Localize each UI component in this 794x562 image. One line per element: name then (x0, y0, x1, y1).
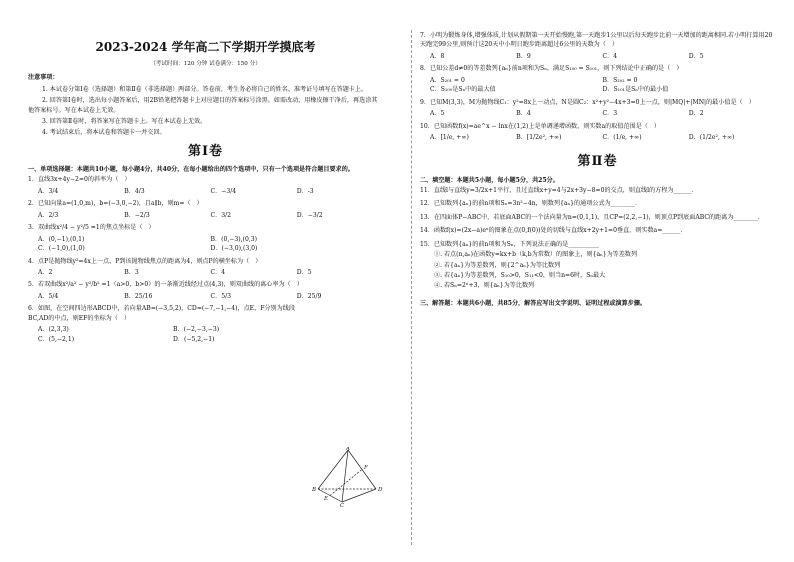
segment-ef (330, 470, 362, 496)
options-row (430, 109, 775, 118)
note-item: 4. 考试结束后，将本试卷和答题卡一并交回。 (42, 129, 166, 137)
fill-in-instructions: 二、填空题：本题共5小题，每小题5分，共25分。 (420, 176, 559, 184)
option-a: A．(0,−1),(0,1) (38, 235, 85, 243)
option-b: B．[1/2e², +∞) (516, 133, 562, 141)
edge-ad (348, 450, 376, 489)
option-d: D．(−3,0),(3,0) (210, 245, 258, 253)
option-b: B．25/16 (124, 292, 153, 300)
note-item: 1. 本试卷分第Ⅰ卷（选择题）和第Ⅱ卷（非选择题）两部分。答卷前，考生务必将自己的姓名、准考证号填写在答题卡上。 (42, 85, 368, 93)
option-a: A．[1/e, +∞) (430, 133, 469, 141)
question-stem: 1．直线3x+4y−2=0的斜率为（ ） (28, 176, 131, 184)
column-divider (411, 30, 412, 545)
options-row (430, 76, 775, 95)
option-c: C．(−1,0),(1,0) (38, 245, 85, 253)
option-c: C．4 (210, 268, 226, 276)
question-3 (28, 223, 383, 253)
label-d: D (378, 487, 383, 493)
option-a: A．5 (430, 110, 445, 118)
label-e: E (324, 496, 329, 502)
option-b: B．4 (516, 110, 531, 118)
question-stem: 7．小明为锻炼身体,增强体质,计划从假期第一天开始慢跑,第一天跑步1公里以后每天跑步比前一天增加的距离相同.若小明打算用20天跑完99公里,则预计这20天中小明日跑步距离超过6公里的天数为（ ） (420, 32, 773, 49)
option-b: B．9 (516, 52, 531, 60)
question-stem: 8．已知公差d≠0的等差数列{aₙ}前n项和为Sₙ，满足S₁₀₀ = S₁₀₁，则下列结论中正确的是（ ） (420, 65, 683, 73)
part1-instructions: 一、单项选择题：本题共10小题，每小题4分，共40分，在每小题给出的四个选项中，只有一个选项是符合题目要求的。 (28, 166, 354, 174)
question-15: 15．已知数列{aₙ}的前n项和为Sₙ，下列说法正确的是__________ (420, 240, 599, 248)
question-stem: 3．双曲线x²/4 − y²/5 =1的焦点坐标是（ ） (28, 224, 155, 232)
question-11: 11．直线l与直线y=3/2x+1平行，且过直线x+y=4与2x+3y−8=0的交点，则直线l的方程为______． (420, 186, 698, 194)
question-2 (28, 199, 383, 220)
notes-heading: 注意事项： (28, 74, 59, 82)
question-12: 12．已知数列{aₙ}的前n项和Sₙ=3n²−4n，则数列{aₙ}的通项公式为________． (420, 200, 642, 208)
part1-title: 第Ⅰ卷 (187, 143, 224, 159)
question-stem: 4．点P是抛物线y²=4x上一点，P到该抛物线焦点的距离为4，则点P的横坐标为（ ） (28, 257, 262, 265)
option-d: D．2 (688, 110, 704, 118)
option-d: D．S₁₀₁是Sₙ中的最小值 (602, 86, 669, 94)
option-b: B．3 (124, 268, 139, 276)
question-6 (28, 304, 308, 344)
exam-subtitle: （考试时间：120 分钟 试卷满分：150 分） (150, 60, 261, 67)
option-d: D．−3/2 (296, 211, 323, 219)
options-row (38, 235, 383, 254)
label-a: A (346, 447, 350, 452)
question-stem: 5．若双曲线x²/a² − y²/b² =1（a>0，b>0）的一条渐近线经过点(4,3)，则双曲线的离心率为（ ） (28, 281, 303, 289)
option-b: B．(0,−3),(0,3) (210, 235, 258, 243)
statement-3: ③. 若{aₙ}为等差数列，S₁₀>0，S₁₁<0，则当n=6时，Sₙ最大 (434, 272, 606, 280)
solve-instructions: 三、解答题：本题共6小题，共85分，解答应写出文字说明、证明过程或演算步骤。 (420, 299, 647, 307)
options-row (430, 52, 775, 61)
statement-2: ②. 若{aₙ}为等差数列，则{2^aₙ}为等比数列 (434, 261, 561, 269)
option-d: D．(−5,2,−1) (173, 335, 215, 343)
options-row (38, 211, 383, 220)
option-d: D．5 (688, 52, 704, 60)
option-b: B．4/3 (124, 187, 145, 195)
question-8 (420, 64, 775, 94)
option-c: C．S₁₀₀是Sₙ中的最大值 (430, 86, 496, 94)
label-f: F (364, 465, 368, 471)
option-a: A．(2,3,3) (38, 326, 69, 334)
option-c: C．3/2 (210, 211, 232, 219)
options-row (430, 133, 775, 142)
question-4 (28, 257, 383, 278)
question-1 (28, 175, 383, 196)
exam-title: 2023-2024 学年高二下学期开学摸底考 (95, 40, 316, 54)
option-b: B．(−2,−3,−3) (173, 326, 220, 334)
option-b: B．−2/3 (124, 211, 150, 219)
options-row (38, 187, 383, 196)
label-b: B (312, 487, 317, 493)
question-13: 13．在四面体P−ABC中，若底面ABC的一个法向量为n=(0,1,1)，且CP=(2,2,−1)，则顶点P到底面ABC的距离为________． (420, 213, 764, 221)
question-stem: 10．已知函数f(x)=ae^x − lnx在(1,2)上是单调递增函数，则实数a的取值范围是（ ） (420, 122, 660, 130)
part2-title: 第Ⅱ卷 (577, 154, 618, 170)
edge-ab (318, 450, 348, 489)
question-5 (28, 280, 383, 301)
edge-cd (342, 489, 376, 502)
option-d: D．(1/2e², +∞) (688, 133, 735, 141)
option-c: C．(1/e, +∞) (602, 133, 642, 141)
option-d: D．25/9 (296, 292, 322, 300)
note-item: 3. 回答第Ⅱ卷时，将答案写在答题卡上。写在本试卷上无效。 (42, 118, 207, 125)
option-c: C．−3/4 (210, 187, 237, 195)
option-a: A．5/4 (38, 292, 59, 300)
question-9 (420, 98, 775, 119)
option-a: A．2/3 (38, 211, 59, 219)
question-stem: 2．已知向量a=(1,0,m)，b=(−3,0,−2)，且a∥b，则m=（ ） (28, 200, 203, 208)
tetrahedron-figure (312, 447, 384, 507)
question-7 (420, 31, 775, 61)
question-stem: 6．如图，在空间四边形ABCD中，若向量AB=(−3,5,2)，CD=(−7,−1,−4)，点E，F分别为线段BC,AD的中点，则EF的坐标为（ ） (28, 305, 295, 322)
label-c: C (340, 503, 345, 507)
option-c: C．4 (602, 52, 618, 60)
option-b: B．S₂₀₂ = 0 (602, 76, 638, 84)
option-a: A．S₂₀₁ = 0 (430, 76, 465, 84)
option-d: D．5 (296, 268, 312, 276)
options-row (38, 292, 383, 301)
question-10 (420, 122, 775, 143)
option-a: A．8 (430, 52, 445, 60)
question-14: 14．函数f(x)=(2x−a)eˣ的图象在点(0,f(0))处的切线与直线x+2y+1=0垂直，则实数a=______． (420, 227, 687, 235)
option-c: C．3 (602, 110, 618, 118)
option-d: D．-3 (296, 187, 314, 195)
right-column (420, 30, 775, 309)
statement-1: ①. 若点(n,aₙ)在函数y=kx+b（k,b为常数）的图象上，则{aₙ}为等差数列 (434, 251, 638, 259)
question-stem: 9．已知M(3,3)，M为抛物线C₁：y²=8x上一动点，N是圆C₂：x²+y²−4x+3=0上一点，则|MQ|+|MN|的最小值是（ ） (420, 98, 755, 106)
edge-ac (342, 450, 348, 502)
option-a: A．3/4 (38, 187, 59, 195)
options-row (38, 325, 308, 344)
options-row (38, 268, 383, 277)
option-c: C．(5,−2,1) (38, 335, 75, 343)
statement-4: ④. 若Sₙ=2ⁿ+3，则{aₙ}为等比数列 (434, 282, 535, 290)
option-a: A．2 (38, 268, 53, 276)
option-c: C．5/3 (210, 292, 232, 300)
note-item: 2. 回答第Ⅰ卷时，选出每小题答案后，用2B铅笔把答题卡上对应题目的答案标号涂黑。如需改动，用橡皮擦干净后，再选涂其他答案标号。写在本试卷上无效。 (28, 97, 378, 114)
left-column (28, 30, 383, 347)
